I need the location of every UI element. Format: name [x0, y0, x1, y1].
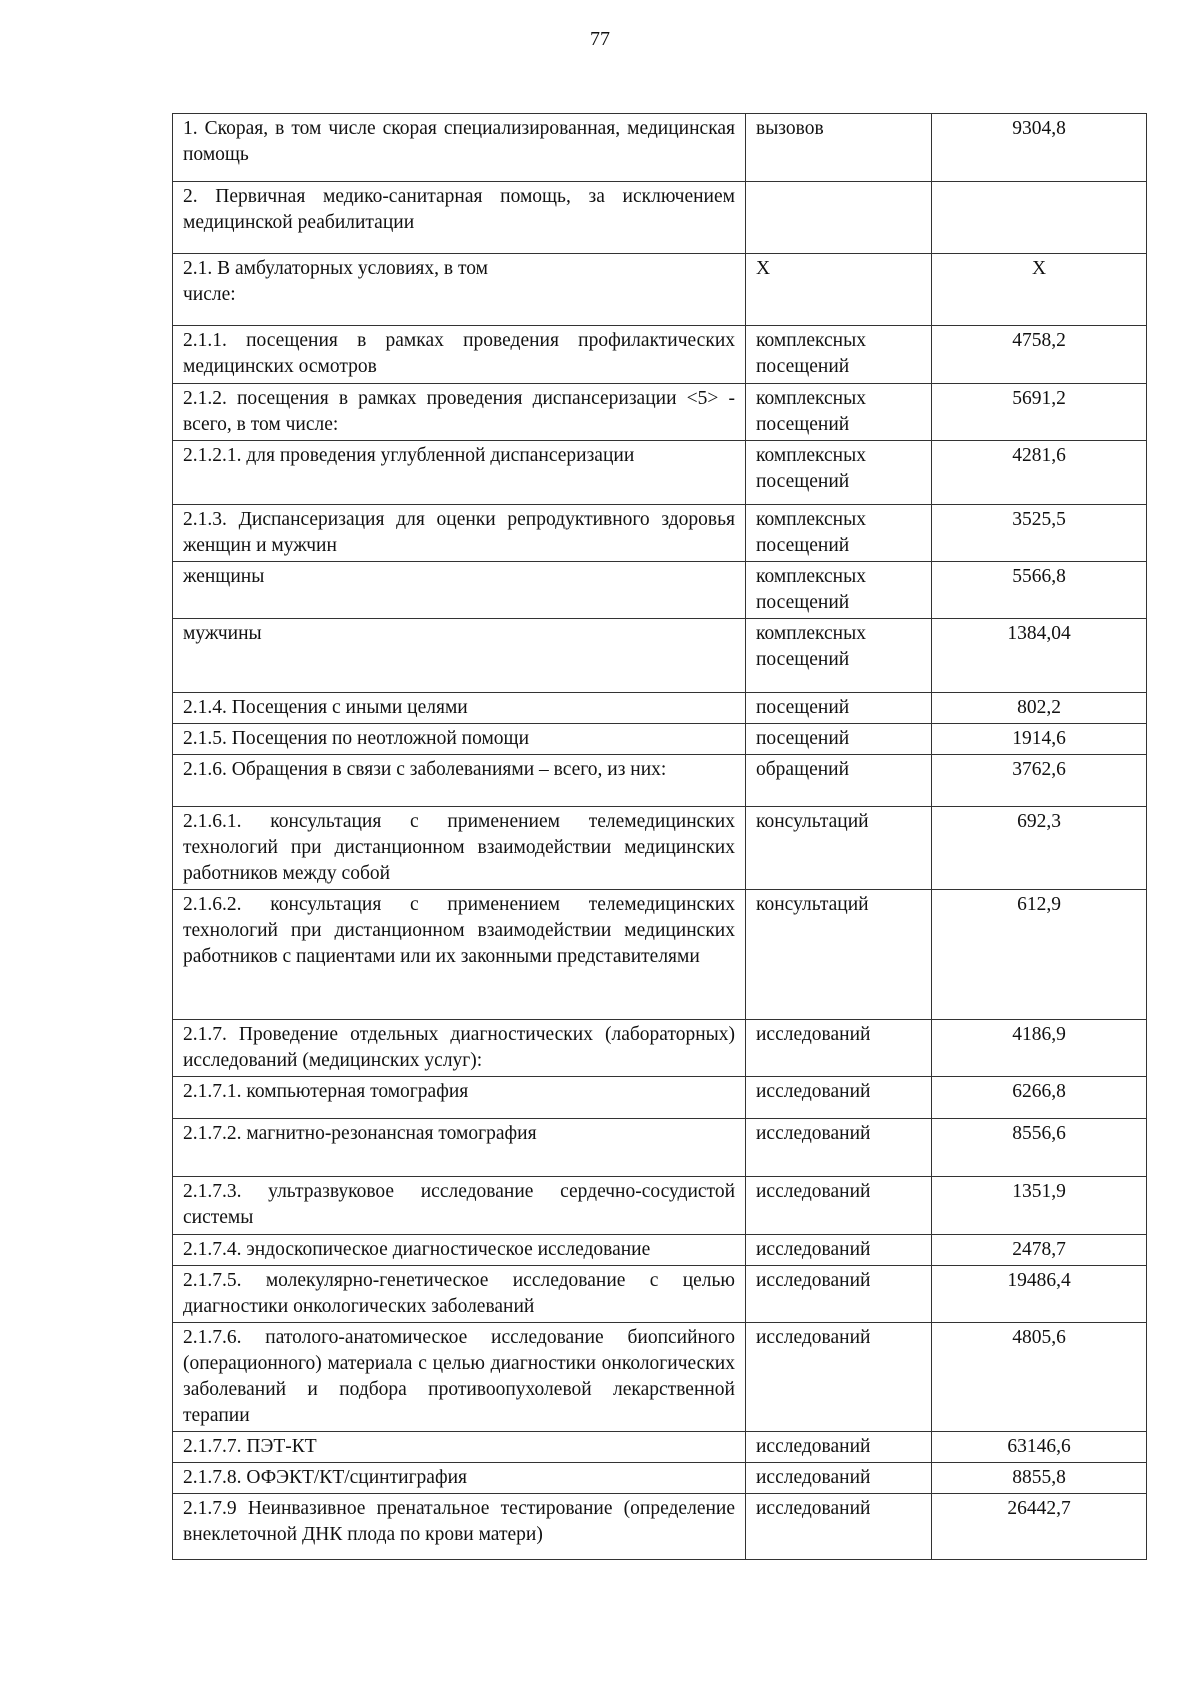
row-name: 2.1.7.9 Неинвазивное пренатальное тестирование (определение внеклеточной ДНК плода по крови матери) — [173, 1494, 746, 1560]
table-row — [173, 182, 1147, 254]
row-unit: посещений — [746, 724, 932, 755]
table-row — [173, 1020, 1147, 1077]
row-value: 63146,6 — [932, 1432, 1147, 1463]
row-name: мужчины — [173, 619, 746, 693]
table-row — [173, 807, 1147, 890]
row-name: 2.1.7.7. ПЭТ-КТ — [173, 1432, 746, 1463]
row-unit: исследований — [746, 1323, 932, 1432]
row-value — [932, 182, 1147, 254]
row-unit: комплексных посещений — [746, 441, 932, 505]
table-row — [173, 693, 1147, 724]
table-row — [173, 505, 1147, 562]
row-unit: посещений — [746, 693, 932, 724]
table-row — [173, 1235, 1147, 1266]
table-row — [173, 1177, 1147, 1235]
row-name: женщины — [173, 562, 746, 619]
row-unit: исследований — [746, 1463, 932, 1494]
row-name: 2.1. В амбулаторных условиях, в том числе: — [173, 254, 746, 326]
row-name: 1. Скорая, в том числе скорая специализированная, медицинская помощь — [173, 114, 746, 182]
row-value: Х — [932, 254, 1147, 326]
row-name: 2.1.2.1. для проведения углубленной диспансеризации — [173, 441, 746, 505]
row-value: 1351,9 — [932, 1177, 1147, 1235]
row-name: 2.1.5. Посещения по неотложной помощи — [173, 724, 746, 755]
row-name: 2.1.7.4. эндоскопическое диагностическое исследование — [173, 1235, 746, 1266]
row-unit: консультаций — [746, 890, 932, 1020]
row-name: 2.1.6.1. консультация с применением телемедицинских технологий при дистанционном взаимодействии медицинских работников между собой — [173, 807, 746, 890]
row-name: 2.1.7.6. патолого-анатомическое исследование биопсийного (операционного) материала с целью диагностики онкологических заболеваний и подбора противоопухолевой лекарственной терапии — [173, 1323, 746, 1432]
row-name: 2.1.1. посещения в рамках проведения профилактических медицинских осмотров — [173, 326, 746, 384]
row-unit: исследований — [746, 1177, 932, 1235]
table-row — [173, 1323, 1147, 1432]
row-value: 26442,7 — [932, 1494, 1147, 1560]
table-row — [173, 890, 1147, 1020]
row-value: 4281,6 — [932, 441, 1147, 505]
row-value: 4186,9 — [932, 1020, 1147, 1077]
table-row — [173, 384, 1147, 441]
row-unit: обращений — [746, 755, 932, 807]
row-unit: комплексных посещений — [746, 562, 932, 619]
table-row — [173, 441, 1147, 505]
table-row — [173, 619, 1147, 693]
row-value: 19486,4 — [932, 1266, 1147, 1323]
row-name: 2.1.7.5. молекулярно-генетическое исследование с целью диагностики онкологических заболеваний — [173, 1266, 746, 1323]
row-value: 9304,8 — [932, 114, 1147, 182]
table-row — [173, 114, 1147, 182]
table-row — [173, 1432, 1147, 1463]
row-name: 2.1.3. Диспансеризация для оценки репродуктивного здоровья женщин и мужчин — [173, 505, 746, 562]
row-value: 1914,6 — [932, 724, 1147, 755]
row-value: 802,2 — [932, 693, 1147, 724]
row-value: 3525,5 — [932, 505, 1147, 562]
row-unit: исследований — [746, 1119, 932, 1177]
row-value: 8855,8 — [932, 1463, 1147, 1494]
row-value: 4758,2 — [932, 326, 1147, 384]
row-value: 1384,04 — [932, 619, 1147, 693]
table-row — [173, 1463, 1147, 1494]
norms-table — [172, 113, 1147, 1560]
row-value: 8556,6 — [932, 1119, 1147, 1177]
table-row — [173, 254, 1147, 326]
row-unit: исследований — [746, 1266, 932, 1323]
row-unit: комплексных посещений — [746, 619, 932, 693]
page-number: 77 — [590, 28, 610, 50]
row-unit: комплексных посещений — [746, 326, 932, 384]
table-row — [173, 1494, 1147, 1560]
row-unit: исследований — [746, 1432, 932, 1463]
row-unit: Х — [746, 254, 932, 326]
row-value: 2478,7 — [932, 1235, 1147, 1266]
row-name: 2.1.7.8. ОФЭКТ/КТ/сцинтиграфия — [173, 1463, 746, 1494]
row-unit: консультаций — [746, 807, 932, 890]
row-name: 2. Первичная медико-санитарная помощь, за исключением медицинской реабилитации — [173, 182, 746, 254]
row-name: 2.1.2. посещения в рамках проведения диспансеризации <5> - всего, в том числе: — [173, 384, 746, 441]
table-row — [173, 1266, 1147, 1323]
row-unit: исследований — [746, 1235, 932, 1266]
row-value: 3762,6 — [932, 755, 1147, 807]
table-row — [173, 724, 1147, 755]
row-name: 2.1.4. Посещения с иными целями — [173, 693, 746, 724]
table-row — [173, 326, 1147, 384]
table-row — [173, 755, 1147, 807]
row-unit: исследований — [746, 1494, 932, 1560]
row-name: 2.1.6.2. консультация с применением телемедицинских технологий при дистанционном взаимодействии медицинских работников с пациентами или их законными представителями — [173, 890, 746, 1020]
row-value: 5566,8 — [932, 562, 1147, 619]
table-row — [173, 1119, 1147, 1177]
row-name: 2.1.7. Проведение отдельных диагностических (лабораторных) исследований (медицинских услуг): — [173, 1020, 746, 1077]
row-unit: вызовов — [746, 114, 932, 182]
row-value: 612,9 — [932, 890, 1147, 1020]
row-unit: исследований — [746, 1077, 932, 1119]
row-value: 4805,6 — [932, 1323, 1147, 1432]
row-name: 2.1.6. Обращения в связи с заболеваниями – всего, из них: — [173, 755, 746, 807]
row-unit — [746, 182, 932, 254]
row-value: 5691,2 — [932, 384, 1147, 441]
row-value: 692,3 — [932, 807, 1147, 890]
row-unit: комплексных посещений — [746, 505, 932, 562]
row-name: 2.1.7.1. компьютерная томография — [173, 1077, 746, 1119]
row-unit: исследований — [746, 1020, 932, 1077]
row-unit: комплексных посещений — [746, 384, 932, 441]
row-name: 2.1.7.2. магнитно-резонансная томография — [173, 1119, 746, 1177]
row-value: 6266,8 — [932, 1077, 1147, 1119]
table-row — [173, 1077, 1147, 1119]
table-row — [173, 562, 1147, 619]
row-name: 2.1.7.3. ультразвуковое исследование сердечно-сосудистой системы — [173, 1177, 746, 1235]
